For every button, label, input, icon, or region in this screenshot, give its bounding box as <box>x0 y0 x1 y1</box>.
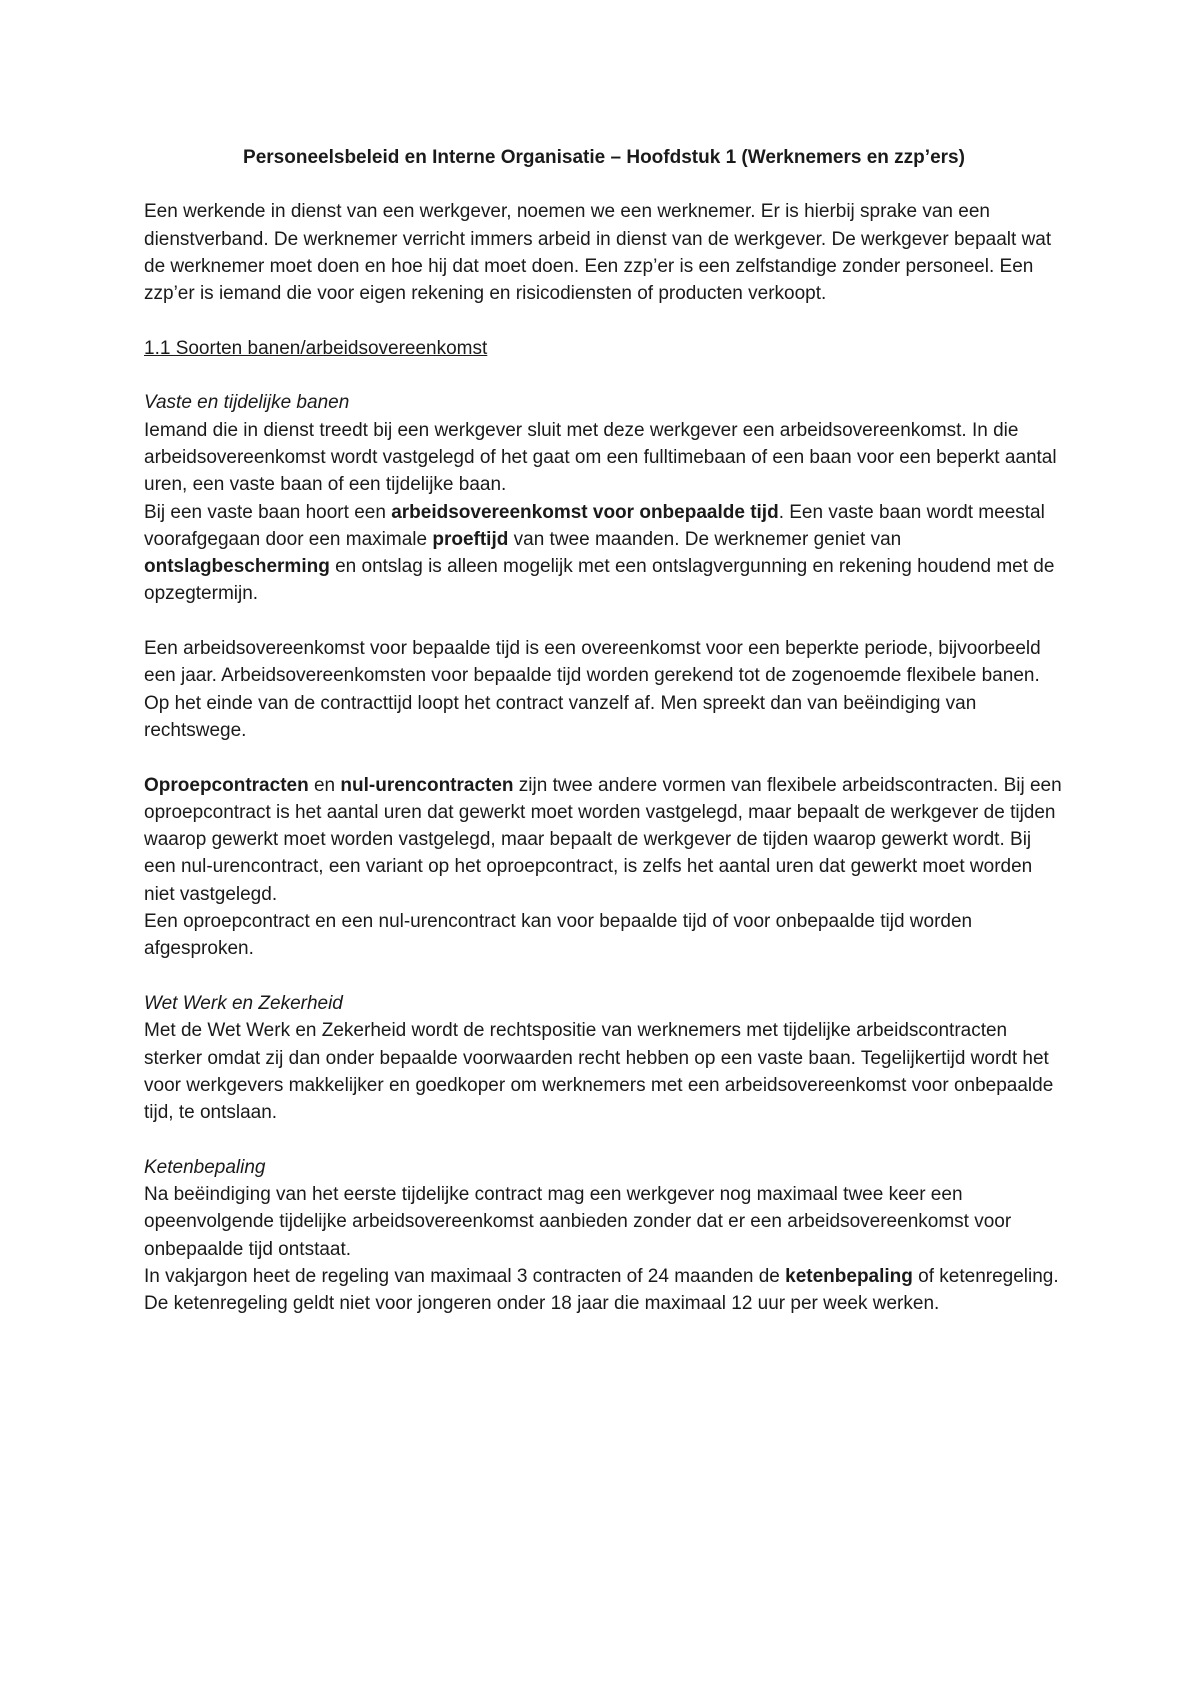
document-body <box>144 144 1064 1317</box>
wwz-paragraph: Met de Wet Werk en Zekerheid wordt de rechtspositie van werknemers met tijdelijke arbeidscontracten sterker omdat zij dan onder bepaalde voorwaarden recht hebben op een vaste baan. Tegelijkertijd wordt het voor werkgevers makkelijker en goedkoper om werknemers met een arbeidsovereenkomst voor onbepaalde tijd, te ontslaan. <box>144 1020 1054 1124</box>
wwz-heading: Wet Werk en Zekerheid <box>144 992 343 1014</box>
vaste-banen-paragraph-1: Iemand die in dienst treedt bij een werkgever sluit met deze werkgever een arbeidsovereenkomst. In die arbeidsovereenkomst wordt vastgelegd of het gaat om een fulltimebaan of een baan voor een beperkt aantal uren, een vaste baan of een tijdelijke baan. <box>144 419 1057 496</box>
section-heading-text: 1.1 Soorten banen/arbeidsovereenkomst <box>144 337 488 359</box>
oproepcontracten-paragraph <box>144 772 1064 908</box>
bold-term: Oproepcontracten <box>144 774 309 796</box>
text-run: zijn twee andere vormen van flexibele arbeidscontracten. Bij een oproepcontract is het aantal uren dat gewerkt moet worden vastgelegd, maar bepaalt de werkgever de tijden waarop gewerkt moet worden vastgelegd, maar bepaalt de werkgever de tijden waarop gewerkt wordt. Bij een nul-urencontract, een variant op het oproepcontract, is zelfs het aantal uren dat gewerkt moet worden niet vastgelegd. <box>144 774 1062 905</box>
text-run: en <box>308 774 341 796</box>
bold-term: arbeidsovereenkomst voor onbepaalde tijd <box>391 501 779 523</box>
text-run: . Een vaste baan wordt meestal voorafgegaan door een maximale <box>144 501 1045 550</box>
document-title: Personeelsbeleid en Interne Organisatie – Hoofdstuk 1 (Werknemers en zzp’ers) <box>243 147 965 168</box>
bold-term: proeftijd <box>432 528 509 550</box>
bold-term: ontslagbescherming <box>144 556 330 578</box>
text-run: en ontslag is alleen mogelijk met een ontslagvergunning en rekening houdend met de opzegtermijn. <box>144 556 1055 605</box>
ketenbepaling-paragraph-2 <box>144 1263 1064 1318</box>
section-heading <box>144 335 1064 362</box>
oproepcontract-afspraak-paragraph: Een oproepcontract en een nul-urencontract kan voor bepaalde tijd of voor onbepaalde tijd worden afgesproken. <box>144 911 973 960</box>
bold-term: nul-urencontracten <box>340 774 514 796</box>
vaste-banen-heading: Vaste en tijdelijke banen <box>144 392 350 414</box>
bepaalde-tijd-paragraph: Een arbeidsovereenkomst voor bepaalde tijd is een overeenkomst voor een beperkte periode, bijvoorbeeld een jaar. Arbeidsovereenkomsten voor bepaalde tijd worden gerekend tot de zogenoemde flexibele banen. <box>144 638 1041 687</box>
einde-contract-paragraph: Op het einde van de contracttijd loopt het contract vanzelf af. Men spreekt dan van beëindiging van rechtswege. <box>144 692 977 741</box>
ketenbepaling-paragraph-1: Na beëindiging van het eerste tijdelijke contract mag een werkgever nog maximaal twee keer een opeenvolgende tijdelijke arbeidsovereenkomst aanbieden zonder dat er een arbeidsovereenkomst voor onbepaalde tijd ontstaat. <box>144 1183 1012 1260</box>
text-run: Bij een vaste baan hoort een <box>144 501 392 523</box>
intro-paragraph: Een werkende in dienst van een werkgever, noemen we een werknemer. Er is hierbij sprake van een dienstverband. De werknemer verricht immers arbeid in dienst van de werkgever. De werkgever bepaalt wat de werknemer moet doen en hoe hij dat moet doen. Een zzp’er is een zelfstandige zonder personeel. Een zzp’er is iemand die voor eigen rekening en risicodiensten of producten verkoopt. <box>144 201 1052 305</box>
ketenbepaling-heading: Ketenbepaling <box>144 1156 266 1178</box>
text-run: van twee maanden. De werknemer geniet van <box>508 528 902 550</box>
bold-term: ketenbepaling <box>785 1265 913 1287</box>
vaste-banen-paragraph-2 <box>144 499 1064 608</box>
text-run: of ketenregeling. De ketenregeling geldt niet voor jongeren onder 18 jaar die maximaal 12 uur per week werken. <box>144 1265 1059 1315</box>
text-run: In vakjargon heet de regeling van maximaal 3 contracten of 24 maanden de <box>144 1265 786 1287</box>
